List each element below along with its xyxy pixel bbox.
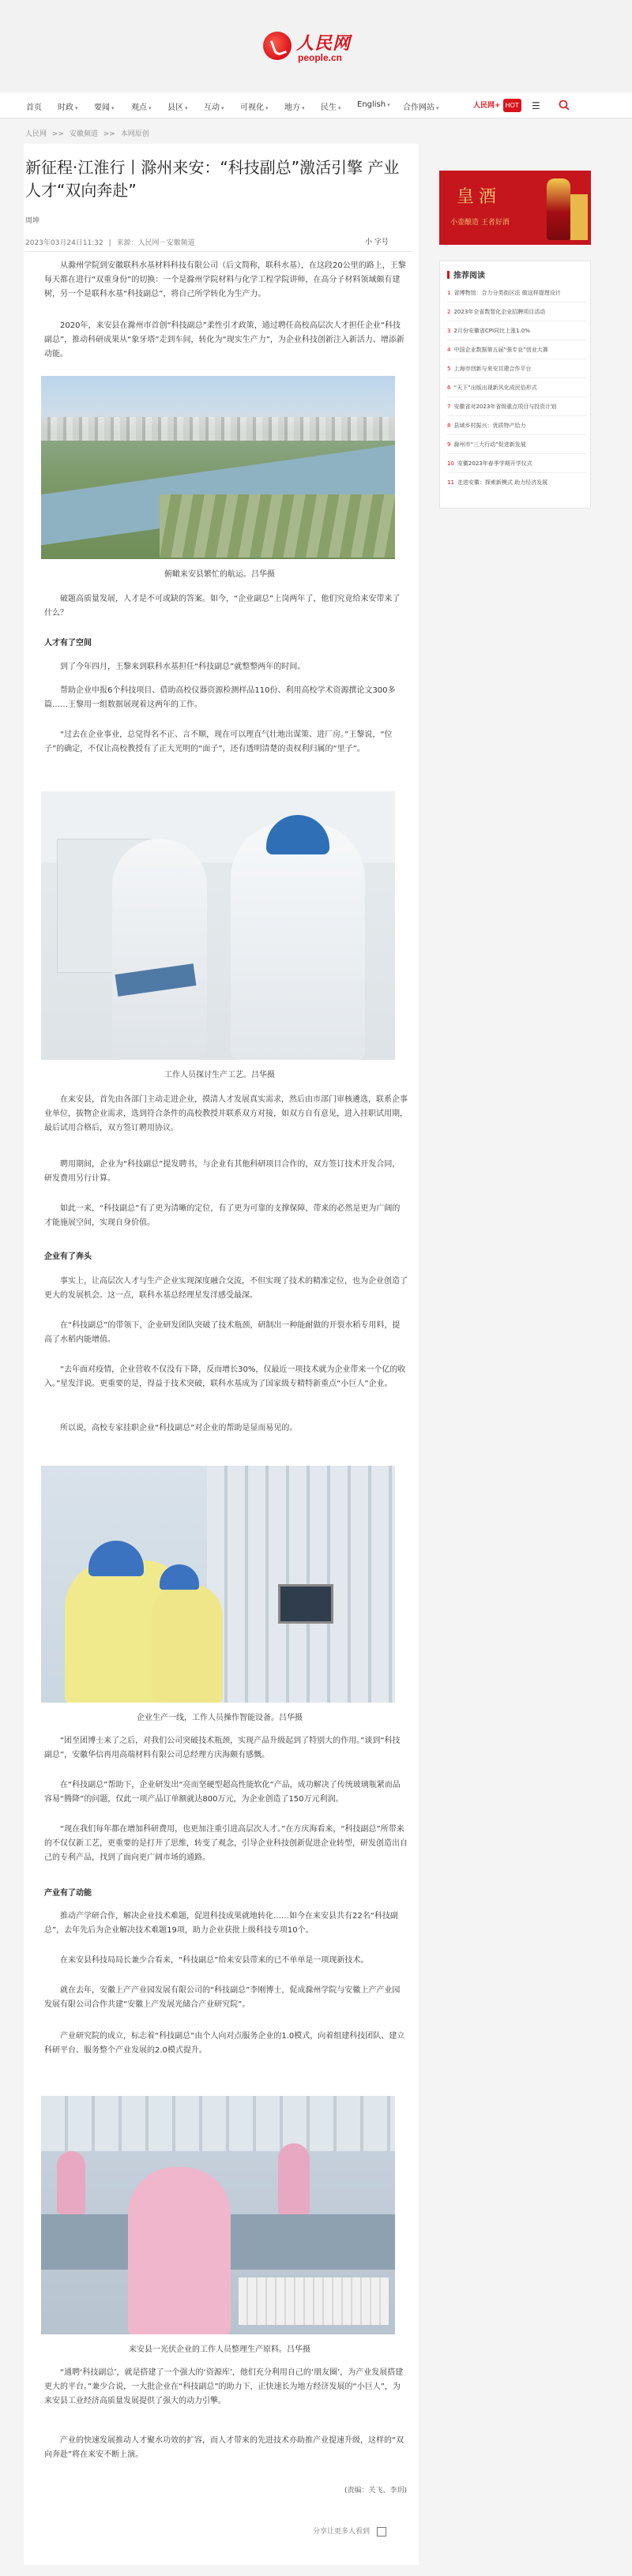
nav-item-partners[interactable]: 合作网站 ▾ xyxy=(403,103,439,112)
search-icon[interactable] xyxy=(559,100,570,111)
chevron-down-icon: ▾ xyxy=(387,102,390,108)
list-bullet: 2 xyxy=(447,309,451,315)
logo-mark-icon xyxy=(263,32,292,60)
chevron-down-icon: ▾ xyxy=(185,105,188,111)
breadcrumb-section[interactable]: 本网原创 xyxy=(120,130,149,138)
nav-item-home[interactable]: 首页 xyxy=(26,103,42,112)
section-subhead: 人才有了空间 xyxy=(44,639,92,648)
divider xyxy=(447,453,586,454)
sidebar-news-item[interactable]: 8 县域乡村振兴：优质特产给力 xyxy=(447,422,526,429)
list-bullet: 10 xyxy=(447,460,454,467)
nav-item-county[interactable]: 县区 ▾ xyxy=(167,103,188,112)
photo-caption: 企业生产一线，工作人员操作智能设备。吕华摄 xyxy=(137,1714,303,1722)
paragraph: 所以说，高校专家挂职企业“科技副总”对企业的帮助是显而易见的。 xyxy=(60,1424,298,1433)
sidebar-news-item[interactable]: 1 省博物馆：合力分类街区法 做这样提理设计 xyxy=(447,290,561,296)
nav-item-english[interactable]: English ▾ xyxy=(357,100,390,109)
chevron-down-icon: ▾ xyxy=(436,105,439,111)
paragraph: 推动产学研合作，解决企业技术难题，促进科技成果就地转化……如今在来安县共有22名“科技副总”，去年先后为企业解决技术难题19项，助力企业获批上级科技专项10个。 xyxy=(44,1912,398,1935)
meta-separator: | xyxy=(108,239,111,247)
photo-caption: 工作人员探讨生产工艺。吕华摄 xyxy=(164,1071,275,1080)
ad-subtitle: 小壶酿造 王者好酒 xyxy=(450,219,510,227)
paragraph: 在来安县，首先由各部门主动走进企业，摸清人才发展真实需求，然后由市部门审核遴选，联系企事业单位，拔物企业需求，选到符合条件的高校教授并联系双方对接，如双方自有意见，进入挂职试用期，最后试用合格后，双方签订聘用协议。 xyxy=(44,1095,408,1132)
logo-text-cn: 人民网 xyxy=(296,33,352,54)
chevron-down-icon: ▾ xyxy=(149,105,152,111)
sidebar-news-item[interactable]: 9 滁州市“三大行动”促进新发展 xyxy=(447,441,526,448)
sidebar-news-item[interactable]: 6 “天下”出版出现新风化成民俗形式 xyxy=(447,385,537,391)
paragraph: 产业的快速发展推动人才聚水功效的扩容，而人才带来的先进技术亦助推产业提速升级，这样的“双向奔赴”将在来安不断上演。 xyxy=(44,2436,404,2459)
share-bar[interactable] xyxy=(313,2525,386,2537)
paragraph: 在“科技副总”的带领下，企业研发团队突破了技术瓶颈，研制出一种能耐做的开裂水稻专用料，提高了水稻内能增值。 xyxy=(44,1321,401,1344)
list-bullet: 1 xyxy=(447,290,451,296)
paragraph: 2020年，来安县在滁州市首创“科技副总”柔性引才政策，通过聘任高校高层次人才担任企业“科技副总”，推动科研成果从“象牙塔”走到车间，转化为“现实生产力”，为企业科技创新注入新活力、增添新动能。 xyxy=(44,321,404,359)
article-title: 新征程·江淮行丨滁州来安：“科技副总”激活引擎 产业人才“双向奔赴” xyxy=(25,158,400,200)
sidebar-news-item[interactable]: 3 2月份安徽省CPI同比上涨1.0% xyxy=(447,328,530,334)
paragraph: 如此一来，“科技副总”有了更为清晰的定位，有了更为可靠的支撑保障，带来的必然是更为广阔的才能施展空间，实现自身价值。 xyxy=(44,1204,401,1227)
breadcrumb xyxy=(25,128,152,138)
photo-solar-production-line xyxy=(41,2096,395,2334)
hot-tag: HOT xyxy=(503,99,521,112)
list-bullet: 7 xyxy=(447,404,451,410)
section-subhead: 产业有了动能 xyxy=(44,1889,92,1898)
sidebar-news-item[interactable]: 7 安徽省对2023年省级重点项目与投资计划 xyxy=(447,404,557,410)
photo-caption: 俯瞰来安县繁忙的航运。吕华摄 xyxy=(164,570,275,579)
photo-caption: 来安县一光伏企业的工作人员整理生产原料。吕华摄 xyxy=(129,2345,310,2354)
sidebar-news-item[interactable]: 10 安徽2023年春季学期开学仪式 xyxy=(447,460,532,467)
list-bullet: 4 xyxy=(447,347,451,353)
breadcrumb-separator: >> xyxy=(103,130,115,138)
divider xyxy=(25,251,412,252)
chevron-down-icon: ▾ xyxy=(338,105,341,111)
paragraph: 事实上，让高层次人才与生产企业实现深度融合交流，不但实现了技术的精准定位，也为企业创造了更大的发展机会。这一点，联科水基总经理星发洋感受最深。 xyxy=(44,1277,408,1300)
list-bullet: 3 xyxy=(447,328,451,334)
nav-item-interact[interactable]: 互动 ▾ xyxy=(204,103,224,112)
list-bullet: 5 xyxy=(447,366,451,372)
main-nav xyxy=(0,93,632,118)
breadcrumb-home[interactable]: 人民网 xyxy=(25,130,47,138)
paragraph: 从滁州学院到安徽联科水基材料科技有限公司（后文简称，联科水基），在这段20公里的路上，王黎每天都在进行“双重身份”的切换：一个是滁州学院材料与化学工程学院讲师，在高分子材料领域颇有建树，另一个是联科水基“科技副总”，将自己所学转化为生产力。 xyxy=(44,261,406,299)
paragraph: 产业研究院的成立，标志着“科技副总”由个人向对点服务企业的1.0模式，向着组建科技团队、建立科研平台、服务整个产业发展的2.0模式提升。 xyxy=(44,2032,405,2055)
menu-icon[interactable]: ☰ xyxy=(532,100,540,111)
paragraph: 破题高质量发展，人才是不可或缺的答案。如今，“企业副总”上岗两年了，他们究竟给来安带来了什么？ xyxy=(44,595,401,618)
paragraph: “现在我们每年都在增加科研费用，也更加注重引进高层次人才。”在方庆海看来，“科技副总”所带来的不仅仅新工艺，更重要的是打开了思维，转变了观念，引导企业科技创新促进企业转型，研发创造出自己的专利产品，找到了面向更广阔市场的通路。 xyxy=(44,1825,408,1862)
sidebar-news-item[interactable]: 11 走进安徽：探索新模式 助力经济发展 xyxy=(447,479,548,486)
nav-item-livelihood[interactable]: 民生 ▾ xyxy=(321,103,341,112)
gift-box-image xyxy=(570,194,588,240)
share-icon[interactable] xyxy=(377,2527,386,2537)
paragraph: “通聘‘科技副总’，就是搭建了一个强大的‘资源库’，他们充分利用自己的‘朋友圈’，为产业发展搭建更大的平台。”兼少合说，一大批企业在“科技副总”的助力下，正快速长为地方经济发展的“小巨人”，为来安县工业经济高质量发展提供了强大的动力引擎。 xyxy=(44,2368,404,2405)
article-author: 周坤 xyxy=(25,217,40,225)
paragraph: 就在去年，安徽上产产业园发展有限公司的“科技副总”李刚博士，促成滁州学院与安徽上产产业园发展有限公司合作共建“安徽上产发展光储合产业研究院”。 xyxy=(44,1986,401,2009)
divider xyxy=(447,415,586,416)
paragraph: 聘用期间，企业为“科技副总”提发聘书，与企业有其他科研项目合作的，双方签订技术开发合同，研发费用另行计算。 xyxy=(44,1160,401,1183)
photo-aerial-canal xyxy=(41,376,395,559)
list-bullet: 8 xyxy=(447,422,451,429)
paragraph: 在“科技副总”帮助下，企业研发出“亮而坚硬型超高性能软化”产品，成功解决了传统玻璃瓶紧而品容易“腾降”的问题，仅此一项产品订单额就达800万元，为企业创造了150万元利润。 xyxy=(44,1781,401,1804)
photo-lab-engineers xyxy=(41,791,395,1060)
people-plus-badge[interactable]: 人民网+ HOT xyxy=(473,99,525,112)
divider xyxy=(447,396,586,397)
sidebar-advertisement[interactable] xyxy=(439,171,591,245)
share-label: 分享让更多人看到 xyxy=(313,2528,371,2536)
nav-item-opinion[interactable]: 观点 ▾ xyxy=(131,103,152,112)
nav-item-news[interactable]: 要闻 ▾ xyxy=(94,103,115,112)
paragraph: 在来安县科技局局长兼少合看来，“科技副总”给来安县带来的已不单单是一项现新技术。 xyxy=(60,1956,369,1965)
nav-item-local[interactable]: 地方 ▾ xyxy=(284,103,305,112)
divider xyxy=(447,377,586,378)
section-subhead: 企业有了奔头 xyxy=(44,1252,92,1261)
site-header xyxy=(0,0,632,91)
liquor-bottle-image xyxy=(547,178,570,240)
sidebar-news-item[interactable]: 5 上海市创新与来安共建合作平台 xyxy=(447,366,532,372)
site-logo[interactable] xyxy=(263,28,371,66)
divider xyxy=(447,472,586,473)
paragraph: “过去在企业事业，总觉得名不正、言不顺，现在可以理直气壮地出谋策、进厂房。”王黎说，“位子”的确定，不仅让高校教授有了正大光明的“面子”，还有透明清楚的责权利归属的“里子”。 xyxy=(44,730,393,753)
chevron-down-icon: ▾ xyxy=(302,105,305,111)
nav-item-politics[interactable]: 时政 ▾ xyxy=(58,103,78,112)
paragraph: “去年面对疫情，企业营收不仅没有下降，反而增长30%，仅最近一项技术就为企业带来一个亿的收入。”星发洋说。更重要的是，得益于技术突破，联科水基成为了国家级专精特新重点“小巨人”企业。 xyxy=(44,1365,406,1388)
chevron-down-icon: ▾ xyxy=(111,105,115,111)
article-source[interactable]: 来源：人民网－安徽频道 xyxy=(116,239,195,247)
ad-title: 皇酒 xyxy=(457,187,502,207)
article-meta xyxy=(25,237,198,247)
photo-workers-equipment xyxy=(41,1466,395,1703)
sidebar-news-item[interactable]: 4 中国企业数据第五届“强专业”创业大赛 xyxy=(447,347,548,353)
list-bullet: 9 xyxy=(447,441,451,448)
list-bullet: 6 xyxy=(447,385,451,391)
logo-text-en: people.cn xyxy=(298,52,343,63)
editor-credit: (责编：关飞、李玥) xyxy=(344,2487,408,2495)
paragraph: 到了今年四月，王黎来到联科水基担任“科技副总”就整整两年的时间。 xyxy=(60,663,306,671)
breadcrumb-separator: >> xyxy=(51,130,64,138)
font-size-toggle[interactable]: 小 字号 xyxy=(365,238,389,246)
paragraph: 帮助企业申报6个科技项目、借助高校仪器资源检测样品110份、利用高校学术资源撰论文300多篇……王黎用一组数据展现着这两年的工作。 xyxy=(44,686,396,709)
publish-time: 2023年03月24日11:32 xyxy=(25,239,103,247)
paragraph: “团至团博士来了之后，对我们公司突破技术瓶颈，实现产品升级起到了特别大的作用。”谈到“科技副总”，安徽华信再用高端材料有限公司总经理方庆海颇有感慨。 xyxy=(44,1737,401,1759)
list-bullet: 11 xyxy=(447,479,454,486)
divider xyxy=(447,434,586,435)
recommended-heading: 推荐阅读 xyxy=(447,268,485,280)
chevron-down-icon: ▾ xyxy=(265,105,269,111)
breadcrumb-channel[interactable]: 安徽频道 xyxy=(69,130,98,138)
sidebar-news-item[interactable]: 2 2023年全省数智化企业招聘项目活动 xyxy=(447,309,546,315)
chevron-down-icon: ▾ xyxy=(75,105,78,111)
nav-item-visual[interactable]: 可视化 ▾ xyxy=(240,103,269,112)
chevron-down-icon: ▾ xyxy=(221,105,224,111)
